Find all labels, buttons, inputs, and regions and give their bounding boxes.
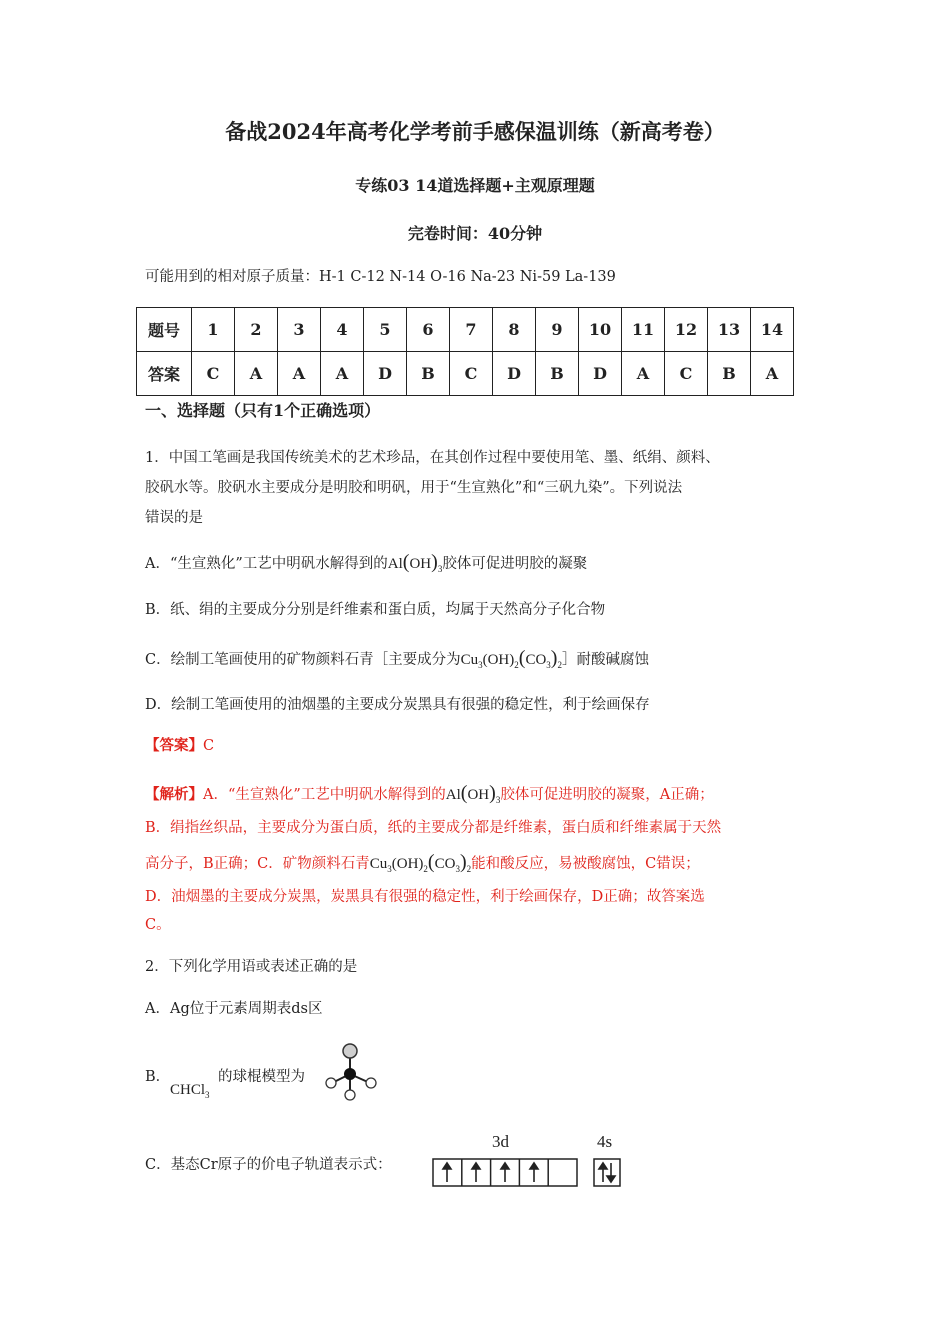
q2-option-c: C．基态Cr原子的价电子轨道表示式： bbox=[145, 1157, 392, 1173]
answer-value: C bbox=[203, 738, 215, 754]
question-number: 14 bbox=[751, 308, 794, 352]
q2-option-a: A．Ag位于元素周期表ds区 bbox=[145, 1001, 323, 1017]
question-number: 3 bbox=[278, 308, 321, 352]
q2-option-b-text: 的球棍模型为 bbox=[218, 1069, 305, 1085]
row-label: 题号 bbox=[137, 308, 192, 352]
q1-option-d: D．绘制工笔画使用的油烟墨的主要成分炭黑具有很强的稳定性，利于绘画保存 bbox=[145, 697, 650, 713]
q2-stem: 2．下列化学用语或表述正确的是 bbox=[145, 959, 358, 975]
answer-cell: A bbox=[235, 352, 278, 396]
q1-option-c bbox=[145, 643, 825, 680]
atomic-masses: 可能用到的相对原子质量：H-1 C-12 N-14 O-16 Na-23 Ni-59 La-139 bbox=[145, 269, 616, 285]
question-number: 9 bbox=[536, 308, 579, 352]
formula-subscript: 3 bbox=[546, 660, 551, 670]
answer-table-answer-row bbox=[137, 352, 794, 396]
question-number: 10 bbox=[579, 308, 622, 352]
formula-part: CO bbox=[525, 652, 547, 668]
chloroform-formula bbox=[170, 1082, 210, 1100]
formula-part: (OH) bbox=[482, 652, 515, 668]
formula-subscript: 3 bbox=[205, 1090, 210, 1100]
document-subtitle: 专练03 14道选择题+主观原理题 bbox=[355, 176, 595, 195]
option-text: ］耐酸碱腐蚀 bbox=[561, 652, 649, 668]
question-number: 1 bbox=[192, 308, 235, 352]
q1-analysis-line1 bbox=[145, 778, 825, 815]
option-text: A．“生宣熟化”工艺中明矾水解得到的 bbox=[145, 556, 388, 572]
analysis-text: A．“生宣熟化”工艺中明矾水解得到的 bbox=[203, 787, 446, 803]
answer-cell: A bbox=[622, 352, 665, 396]
answer-label: 【答案】 bbox=[145, 737, 203, 754]
question-number: 2 bbox=[235, 308, 278, 352]
q1-stem-line2: 胶矾水等。胶矾水主要成分是明胶和明矾，用于“生宣熟化”和“三矾九染”。下列说法 bbox=[145, 480, 683, 496]
formula-subscript: 2 bbox=[466, 864, 472, 874]
answer-cell: A bbox=[751, 352, 794, 396]
formula-subscript: 3 bbox=[387, 864, 392, 874]
question-number: 12 bbox=[665, 308, 708, 352]
formula-subscript: 2 bbox=[514, 660, 519, 670]
formula-subscript: 3 bbox=[455, 864, 460, 874]
answer-cell: D bbox=[364, 352, 407, 396]
aluminum-hydroxide-formula: $Al(OH)_3$ bbox=[387, 551, 443, 574]
azurite-formula: $Cu_3(OH)_2(CO_3)_2$ bbox=[460, 647, 562, 670]
answer-table-number-row bbox=[137, 308, 794, 352]
question-number: 4 bbox=[321, 308, 364, 352]
answer-cell: B bbox=[407, 352, 450, 396]
orbital-3d-label: 3d bbox=[492, 1132, 509, 1151]
analysis-text: 能和酸反应，易被酸腐蚀，C错误； bbox=[471, 856, 700, 872]
q1-analysis-line5: C。 bbox=[145, 917, 171, 933]
aluminum-hydroxide-formula: $Al(OH)_3$ bbox=[445, 782, 501, 805]
formula-part: (OH) bbox=[391, 856, 424, 872]
formula-part: CHCl bbox=[170, 1082, 206, 1098]
question-number: 8 bbox=[493, 308, 536, 352]
section-title: 一、选择题（只有1个正确选项） bbox=[145, 401, 381, 420]
q1-analysis-line4: D．油烟墨的主要成分炭黑，炭黑具有很强的稳定性，利于绘画保存，D正确；故答案选 bbox=[145, 889, 705, 905]
ball-stick-model-icon bbox=[322, 1042, 382, 1104]
formula-subscript: 3 bbox=[478, 660, 483, 670]
question-number: 13 bbox=[708, 308, 751, 352]
azurite-formula: $Cu_3(OH)_2(CO_3)_2$ bbox=[369, 851, 472, 874]
analysis-text: 高分子，B正确；C．矿物颜料石青 bbox=[145, 856, 370, 872]
analysis-label: 【解析】 bbox=[145, 786, 203, 803]
formula-subscript: 3 bbox=[437, 564, 443, 574]
formula-part: Cu bbox=[460, 652, 479, 668]
row-label: 答案 bbox=[137, 352, 192, 396]
formula-part: CO bbox=[434, 856, 456, 872]
formula-part: OH bbox=[467, 787, 490, 803]
answer-cell: B bbox=[708, 352, 751, 396]
q1-analysis-line3 bbox=[145, 847, 825, 884]
question-number: 11 bbox=[622, 308, 665, 352]
q1-stem-line3: 错误的是 bbox=[145, 510, 203, 526]
question-number: 5 bbox=[364, 308, 407, 352]
option-text: 胶体可促进明胶的凝聚 bbox=[442, 556, 588, 572]
answer-cell: C bbox=[450, 352, 493, 396]
answer-cell: D bbox=[579, 352, 622, 396]
answer-table bbox=[136, 307, 794, 396]
q1-option-a bbox=[145, 547, 825, 584]
question-number: 6 bbox=[407, 308, 450, 352]
analysis-text: 胶体可促进明胶的凝聚，A正确； bbox=[500, 787, 714, 803]
q1-option-b: B．纸、绢的主要成分分别是纤维素和蛋白质，均属于天然高分子化合物 bbox=[145, 602, 606, 618]
option-text: C．绘制工笔画使用的矿物颜料石青［主要成分为 bbox=[145, 652, 461, 668]
formula-part: Al bbox=[445, 787, 461, 803]
formula-subscript: 2 bbox=[557, 660, 562, 670]
q1-stem-line1: 1．中国工笔画是我国传统美术的艺术珍品，在其创作过程中要使用笔、墨、纸绢、颜料、 bbox=[145, 450, 720, 466]
formula-subscript: 2 bbox=[423, 864, 428, 874]
q1-analysis-line2: B．绢指丝织品，主要成分为蛋白质，纸的主要成分都是纤维素，蛋白质和纤维素属于天然 bbox=[145, 820, 722, 836]
q2-option-b-label: B． bbox=[145, 1069, 171, 1085]
formula-subscript: 3 bbox=[495, 795, 501, 805]
formula-part: OH bbox=[409, 556, 432, 572]
document-title: 备战2024年高考化学考前手感保温训练（新高考卷） bbox=[225, 119, 725, 144]
question-number: 7 bbox=[450, 308, 493, 352]
answer-cell: B bbox=[536, 352, 579, 396]
orbital-diagram bbox=[432, 1158, 624, 1188]
q1-answer bbox=[145, 731, 825, 761]
answer-cell: D bbox=[493, 352, 536, 396]
orbital-4s-label: 4s bbox=[597, 1132, 613, 1151]
answer-cell: C bbox=[192, 352, 235, 396]
answer-cell: C bbox=[665, 352, 708, 396]
answer-cell: A bbox=[321, 352, 364, 396]
formula-part: Al bbox=[387, 556, 403, 572]
formula-part: Cu bbox=[369, 856, 388, 872]
answer-cell: A bbox=[278, 352, 321, 396]
exam-time: 完卷时间：40分钟 bbox=[407, 224, 543, 243]
